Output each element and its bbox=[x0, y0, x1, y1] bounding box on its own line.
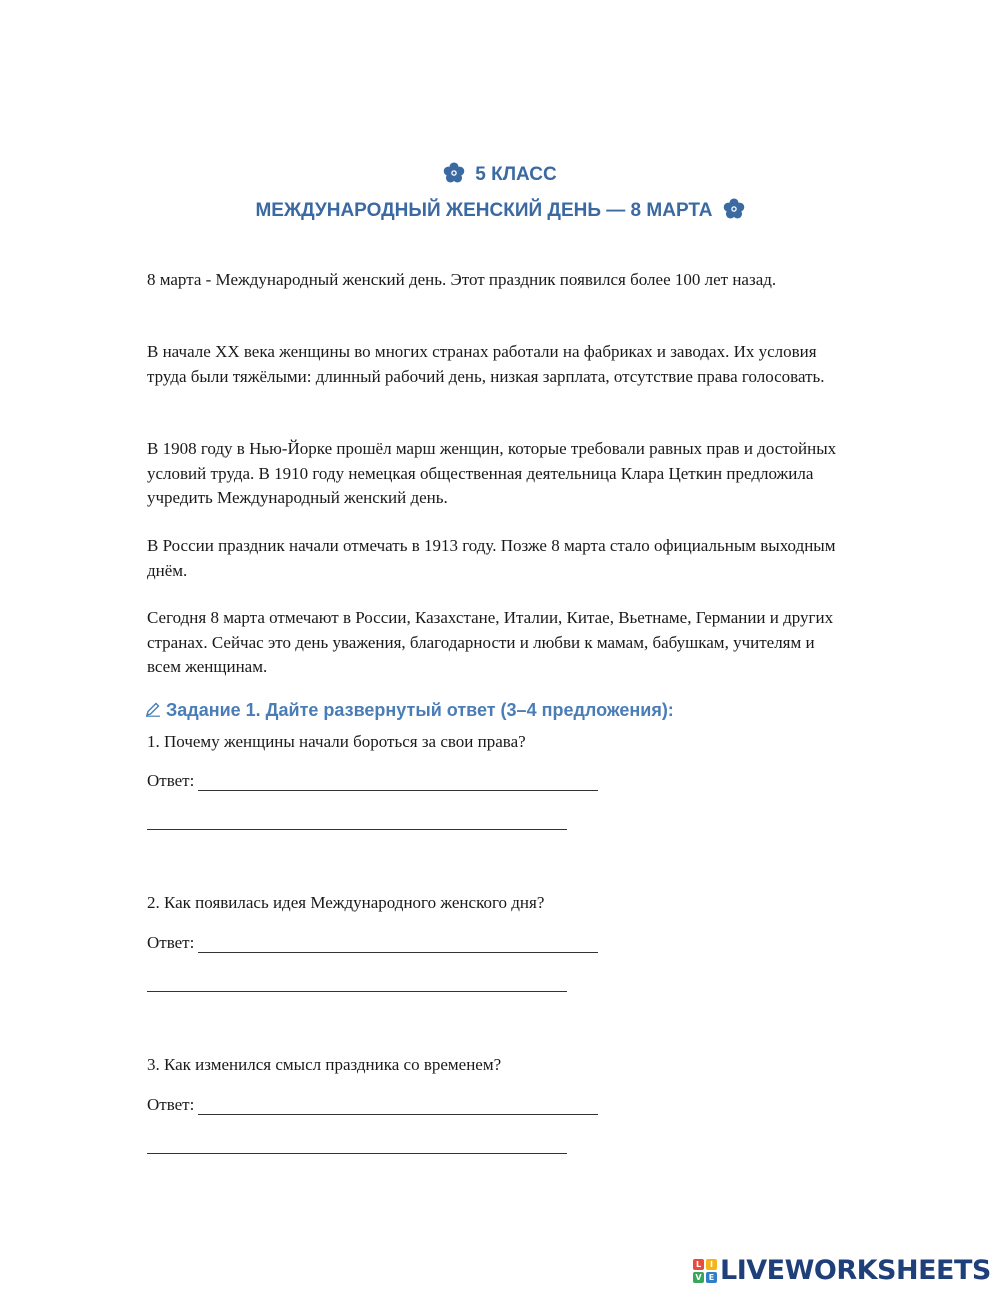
title-text: МЕЖДУНАРОДНЫЙ ЖЕНСКИЙ ДЕНЬ — 8 МАРТА bbox=[255, 200, 713, 221]
logo-text: LIVEWORKSHEETS bbox=[720, 1255, 991, 1286]
grade-text: 5 КЛАСС bbox=[475, 164, 557, 185]
question-1: 1. Почему женщины начали бороться за свои права? bbox=[147, 732, 526, 751]
task-title-text: Задание 1. Дайте развернутый ответ (3–4 предложения): bbox=[166, 700, 674, 720]
answer-row-1 bbox=[147, 771, 598, 791]
question-2: 2. Как появилась идея Международного женского дня? bbox=[147, 893, 545, 912]
question-3: 3. Как изменился смысл праздника со временем? bbox=[147, 1055, 502, 1074]
grade-heading bbox=[0, 162, 1000, 186]
logo-block-i: I bbox=[706, 1259, 717, 1270]
answer-line-3b[interactable] bbox=[147, 1153, 567, 1154]
flower-icon bbox=[723, 198, 745, 220]
answer-line-3a[interactable] bbox=[198, 1100, 598, 1115]
answer-label: Ответ: bbox=[147, 1095, 195, 1114]
liveworksheets-logo bbox=[693, 1255, 991, 1286]
task-title bbox=[145, 700, 674, 721]
paragraph-russia: В России праздник начали отмечать в 1913 году. Позже 8 марта стало официальным выходным днём. bbox=[147, 536, 836, 580]
answer-label: Ответ: bbox=[147, 933, 195, 952]
answer-label: Ответ: bbox=[147, 771, 195, 790]
paragraph-today: Сегодня 8 марта отмечают в России, Казахстане, Италии, Китае, Вьетнаме, Германии и других странах. Сейчас это день уважения, благодарности и любви к мамам, бабушкам, учителям и всем женщинам. bbox=[147, 608, 834, 676]
logo-block-v: V bbox=[693, 1272, 704, 1283]
logo-block-e: E bbox=[706, 1272, 717, 1283]
paragraph-history: В начале XX века женщины во многих странах работали на фабриках и заводах. Их условия труда были тяжёлыми: длинный рабочий день, низкая зарплата, отсутствие права голосовать. bbox=[147, 342, 825, 386]
answer-row-3 bbox=[147, 1095, 598, 1115]
page-title bbox=[0, 198, 1000, 222]
paragraph-intro: 8 марта - Международный женский день. Этот праздник появился более 100 лет назад. bbox=[147, 270, 777, 289]
answer-line-2b[interactable] bbox=[147, 991, 567, 992]
flower-icon bbox=[443, 162, 465, 184]
pencil-icon bbox=[145, 701, 161, 717]
logo-blocks bbox=[693, 1259, 717, 1283]
answer-line-1b[interactable] bbox=[147, 829, 567, 830]
answer-line-1a[interactable] bbox=[198, 776, 598, 791]
answer-line-2a[interactable] bbox=[198, 938, 598, 953]
answer-row-2 bbox=[147, 933, 598, 953]
logo-block-l: L bbox=[693, 1259, 704, 1270]
paragraph-march: В 1908 году в Нью-Йорке прошёл марш женщин, которые требовали равных прав и достойных условий труда. В 1910 году немецкая общественная деятельница Клара Цеткин предложила учредить Международный женский день. bbox=[147, 439, 837, 507]
